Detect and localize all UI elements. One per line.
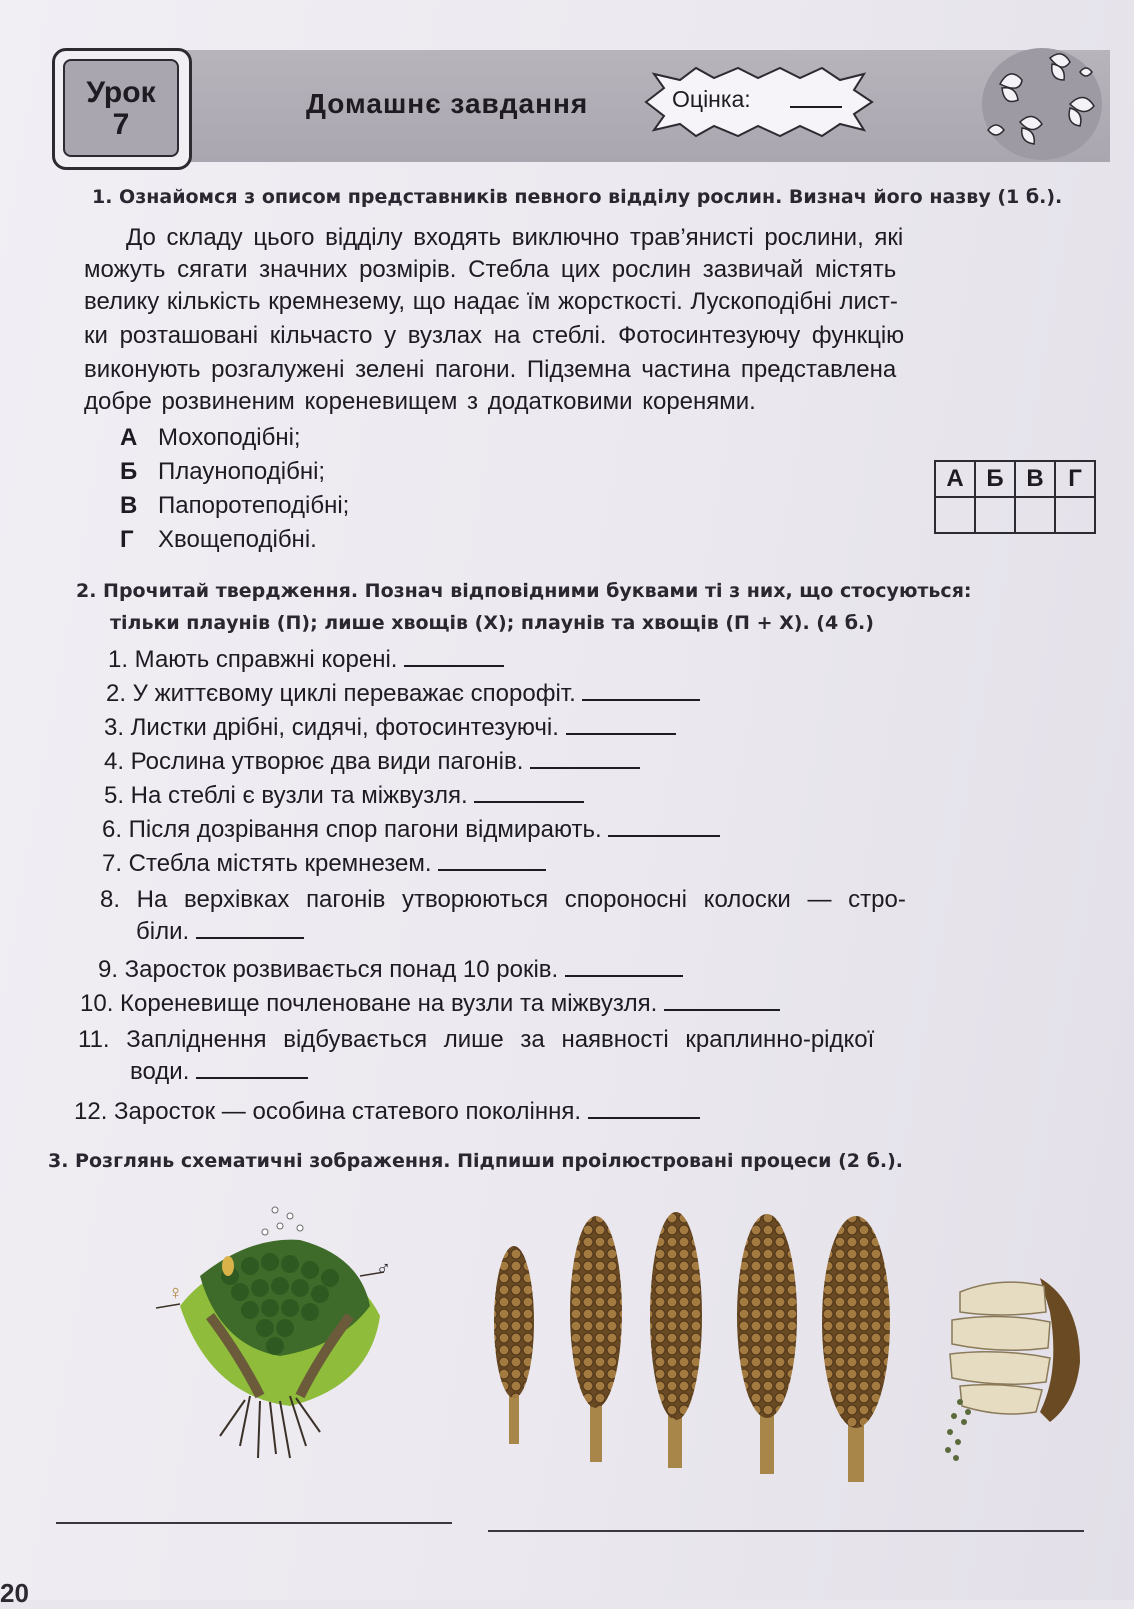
task1-option-a: А Мохоподібні; (120, 424, 301, 451)
task2-item-continuation: води. (130, 1058, 308, 1086)
grade-label: Оцінка: (672, 86, 751, 112)
answer-cell-d[interactable] (1055, 497, 1095, 533)
answer-blank[interactable] (474, 783, 584, 803)
answer-blank[interactable] (530, 749, 640, 769)
task1-answer-grid (934, 460, 1096, 534)
page-number: 20 (0, 1578, 29, 1608)
lesson-number: 7 (112, 108, 130, 141)
answer-blank[interactable] (565, 957, 683, 977)
task2-item: 5. На стеблі є вузли та міжвузля. (104, 782, 584, 810)
task1-text-line: добре розвиненим кореневищем з додатковими коренями. (84, 388, 756, 415)
answer-blank[interactable] (608, 817, 720, 837)
answer-header-a: А (935, 461, 975, 497)
task1-text-line: можуть сягати значних розмірів. Стебла цих рослин зазвичай містять (84, 256, 897, 283)
answer-header-d: Г (1055, 461, 1095, 497)
answer-cell-c[interactable] (1015, 497, 1055, 533)
answer-grid-cells (935, 497, 1095, 533)
answer-header-c: В (1015, 461, 1055, 497)
strobili-development-illustration (486, 1212, 906, 1486)
task1-text-line: велику кількість кремнезему, що надає їм жорсткості. Лускоподібні лист- (84, 288, 898, 315)
answer-blank[interactable] (404, 647, 504, 667)
task1-option-b: Б Плауноподібні; (120, 458, 326, 485)
male-symbol: ♂ (376, 1258, 391, 1280)
answer-blank[interactable] (664, 991, 780, 1011)
task2-item: 6. Після дозрівання спор пагони відмирають. (102, 816, 720, 844)
task2-item: 9. Заросток розвивається понад 10 років. (98, 956, 683, 984)
task1-text-line: виконують розгалужені зелені пагони. Підземна частина представлена (84, 356, 897, 383)
strobilus-stage-3 (650, 1212, 702, 1468)
female-symbol: ♀ (168, 1282, 183, 1304)
task2-item-continuation: біли. (136, 918, 304, 946)
strobilus-stage-4 (737, 1214, 797, 1474)
answer-cell-b[interactable] (975, 497, 1015, 533)
lesson-badge-inner (63, 59, 179, 157)
answer-header-b: Б (975, 461, 1015, 497)
gametophyte-illustration (150, 1196, 400, 1476)
strobilus-stage-5 (822, 1216, 890, 1482)
answer-line-left[interactable] (56, 1522, 452, 1524)
task1-heading: 1. Ознайомся з описом представників певного відділу рослин. Визнач його назву (1 б.). (92, 186, 1063, 208)
task2-item: 8. На верхівках пагонів утворюються спороносні колоски — стро- (100, 886, 906, 913)
answer-blank[interactable] (438, 851, 546, 871)
page-title: Домашнє завдання (306, 88, 589, 119)
butterfly-ornament-icon (980, 44, 1104, 162)
task2-heading-line2: тільки плаунів (П); лише хвощів (Х); плаунів та хвощів (П + Х). (4 б.) (110, 612, 874, 634)
header-band (70, 50, 1110, 162)
task2-item: 3. Листки дрібні, сидячі, фотосинтезуючі. (104, 714, 676, 742)
answer-blank[interactable] (588, 1099, 700, 1119)
answer-cell-a[interactable] (935, 497, 975, 533)
answer-blank[interactable] (566, 715, 676, 735)
task2-item: 4. Рослина утворює два види пагонів. (104, 748, 640, 776)
task2-item: 2. У життєвому циклі переважає спорофіт. (106, 680, 700, 708)
sporangium-illustration (940, 1272, 1090, 1472)
task2-item: 1. Мають справжні корені. (108, 646, 504, 674)
task1-option-c: В Папоротеподібні; (120, 492, 350, 519)
lesson-word: Урок (86, 76, 156, 109)
task2-item: 11. Запліднення відбувається лише за наявності краплинно-рідкої (78, 1026, 875, 1053)
strobilus-stage-2 (570, 1216, 622, 1462)
task1-text-line: До складу цього відділу входять виключно трав’янисті рослини, які (126, 224, 904, 251)
answer-blank[interactable] (196, 1059, 308, 1079)
task2-heading-line1: 2. Прочитай твердження. Познач відповідними буквами ті з них, що стосуються: (76, 580, 972, 602)
strobilus-stage-1 (494, 1246, 534, 1444)
answer-line-right[interactable] (488, 1530, 1084, 1532)
task2-item: 7. Стебла містять кремнезем. (102, 850, 546, 878)
task2-item: 12. Заросток — особина статевого покоління. (74, 1098, 700, 1126)
task3-heading: 3. Розглянь схематичні зображення. Підпиши проілюстровані процеси (2 б.). (48, 1150, 903, 1172)
answer-blank[interactable] (582, 681, 700, 701)
task1-text-line: ки розташовані кільчасто у вузлах на стеблі. Фотосинтезуючу функцію (84, 322, 905, 349)
answer-grid-header (935, 461, 1095, 497)
task2-item: 10. Кореневище почленоване на вузли та міжвузля. (80, 990, 780, 1018)
task1-option-d: Г Хвощеподібні. (120, 526, 317, 553)
answer-blank[interactable] (196, 919, 304, 939)
grade-blank[interactable] (790, 106, 842, 108)
lesson-badge (52, 48, 192, 170)
